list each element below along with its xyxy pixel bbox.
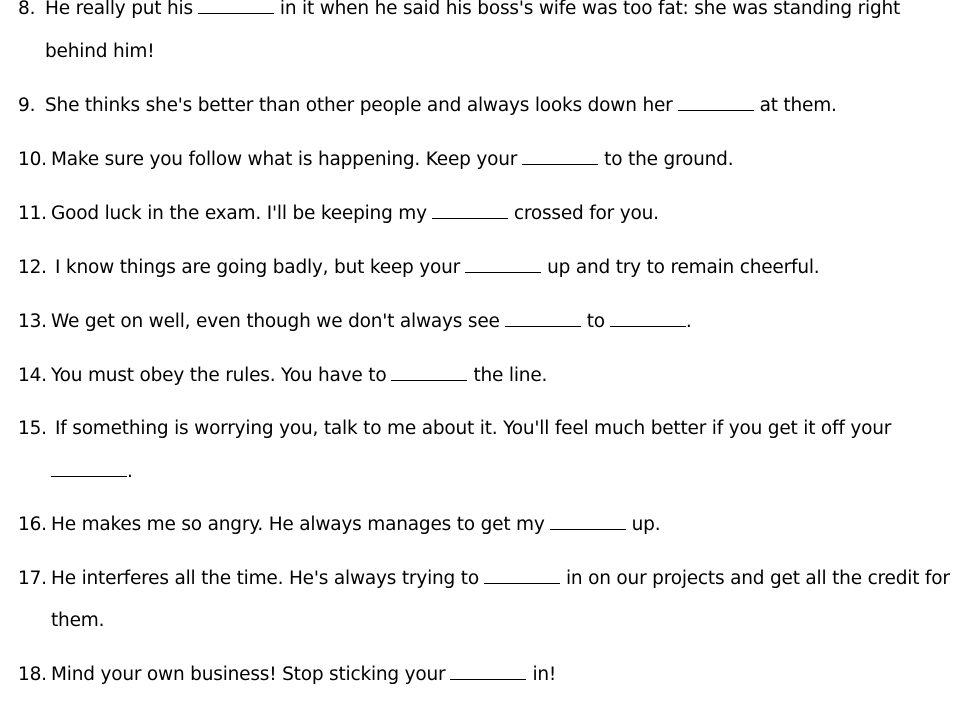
item-text-part: If something is worrying you, talk to me about it. You'll feel much better if you get it off your (55, 418, 892, 439)
answer-blank[interactable] (198, 0, 274, 14)
item-text-part: You must obey the rules. You have to (51, 365, 387, 386)
item-text (51, 149, 733, 171)
item-text-part: He interferes all the time. He's always trying to (51, 568, 479, 589)
item-text-continuation: behind him! (45, 41, 155, 62)
item-number: 12. (18, 257, 47, 278)
answer-blank[interactable] (522, 149, 598, 165)
answer-blank[interactable] (678, 95, 754, 111)
item-text (51, 203, 659, 225)
item-text-part: at them. (759, 95, 837, 116)
item-text-part: . (127, 461, 133, 482)
item-text-part: She thinks she's better than other people and always looks down her (45, 95, 673, 116)
item-text (51, 664, 556, 686)
item-text (55, 257, 819, 279)
item-text-part: Good luck in the exam. I'll be keeping my (51, 203, 427, 224)
answer-blank[interactable] (505, 311, 581, 327)
item-number: 10. (18, 149, 47, 170)
item-number: 14. (18, 365, 47, 386)
item-text-part: Mind your own business! Stop sticking your (51, 664, 446, 685)
item-number: 15. (18, 418, 47, 439)
item-text-part: to the ground. (604, 149, 734, 170)
item-text-continuation: them. (51, 610, 105, 631)
answer-blank[interactable] (391, 365, 467, 381)
item-text-part: in on our projects and get all the credit for (565, 568, 950, 589)
item-text-part: He really put his (45, 0, 193, 19)
item-number: 18. (18, 664, 47, 685)
answer-blank[interactable] (51, 461, 127, 477)
item-text-part: crossed for you. (513, 203, 659, 224)
answer-blank[interactable] (432, 203, 508, 219)
item-text-part: Make sure you follow what is happening. Keep your (51, 149, 518, 170)
item-number: 16. (18, 514, 47, 535)
item-text-part: the line. (473, 365, 548, 386)
item-text (51, 568, 950, 590)
answer-blank[interactable] (465, 257, 541, 273)
item-text (45, 0, 900, 20)
item-text-part: We get on well, even though we don't always see (51, 311, 500, 332)
item-text (45, 95, 837, 117)
item-text-part: He makes me so angry. He always manages to get my (51, 514, 545, 535)
item-number: 13. (18, 311, 47, 332)
answer-blank[interactable] (484, 568, 560, 584)
item-text-continuation (51, 461, 133, 483)
item-number: 17. (18, 568, 47, 589)
answer-blank[interactable] (610, 311, 686, 327)
answer-blank[interactable] (450, 664, 526, 680)
item-text-part: up and try to remain cheerful. (547, 257, 820, 278)
item-text-part: up. (631, 514, 661, 535)
item-text-part: in! (532, 664, 557, 685)
item-text-part: . (685, 311, 692, 332)
item-text (55, 418, 891, 440)
answer-blank[interactable] (550, 514, 626, 530)
item-text (51, 514, 660, 536)
item-text-part: I know things are going badly, but keep your (55, 257, 461, 278)
item-text-part: in it when he said his boss's wife was too fat: she was standing right (279, 0, 901, 19)
item-number: 9. (18, 95, 36, 116)
item-number: 11. (18, 203, 47, 224)
item-text (51, 311, 692, 333)
item-number: 8. (18, 0, 36, 19)
item-text-part: to (586, 311, 605, 332)
item-text (51, 365, 547, 387)
